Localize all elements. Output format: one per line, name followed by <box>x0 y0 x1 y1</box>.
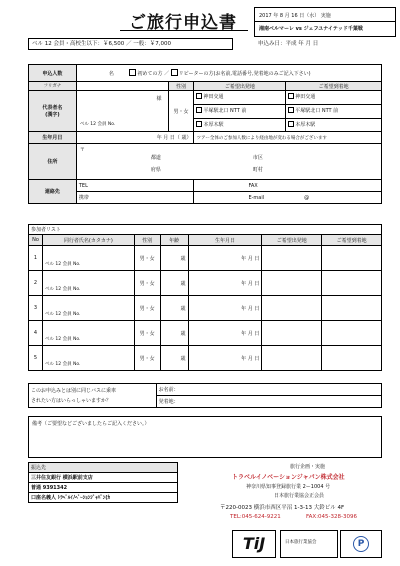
bank-table <box>28 462 178 503</box>
rep-name-input[interactable] <box>76 91 168 132</box>
tour-note: ツアー全体のご参加人数により経由地が変わる場合がございます <box>194 132 382 144</box>
privacy-mark-icon: P <box>353 536 369 552</box>
col-name: 同行者氏名(カタカナ) <box>42 235 134 246</box>
col-age: 年齢 <box>160 235 188 246</box>
col-arrival: ご希望到着地 <box>322 235 382 246</box>
row-name[interactable] <box>42 346 134 371</box>
bus-question-line2: されたい方はいらっしゃいますか？ <box>31 398 112 404</box>
row-arrival[interactable] <box>322 346 382 371</box>
row-bell-no: ベル 12 会員 No. <box>44 337 81 342</box>
sama-label: 様 <box>156 96 162 102</box>
row-age[interactable]: 歳 <box>160 271 188 296</box>
row-bell-no: ベル 12 会員 No. <box>44 312 81 317</box>
company-assoc: 日本旅行業協会正会員 <box>274 493 325 499</box>
address-label: 住所 <box>29 144 77 180</box>
dep-station-3: 本厚木駅 <box>203 122 224 128</box>
dep-station-1: 神田交通 <box>203 94 224 100</box>
dep-station-2: 平塚駅北口 NTT 前 <box>203 108 247 114</box>
col-birth: 生年月日 <box>188 235 262 246</box>
row-no: 3 <box>29 296 43 321</box>
company-tel: TEL:045-624-9221 <box>230 514 281 520</box>
gender-header: 性別 <box>168 82 194 91</box>
arr-checkbox-2[interactable] <box>288 107 294 113</box>
bank-account: 普通 9391342 <box>29 483 178 493</box>
apply-date[interactable]: 申込み日：平成 年 月 日 <box>258 41 319 47</box>
repeater-label: リピーターの方(お名前,電話番号,発着地のみご記入下さい) <box>178 71 311 77</box>
row-age[interactable]: 歳 <box>160 346 188 371</box>
departure-header: ご希望出発地 <box>194 82 286 91</box>
row-no: 4 <box>29 321 43 346</box>
participants-table <box>28 224 382 371</box>
table-row <box>29 296 382 321</box>
fax-label: FAX <box>248 182 258 189</box>
event-name: 湘南ベルマーレ vs ジェフユナイテッド千葉戦 <box>259 26 363 32</box>
page-title: ご旅行申込書 <box>129 13 237 33</box>
address-input[interactable] <box>76 144 381 180</box>
bank-holder: 口座名義人 ﾄﾗﾍﾞﾙｲﾉﾍﾞｰｼｮﾝｼﾞｬﾊﾟﾝ(ｶ <box>29 493 178 503</box>
table-row <box>29 321 382 346</box>
arr-checkbox-1[interactable] <box>288 93 294 99</box>
city-cho: 町村 <box>252 167 263 173</box>
privacy-mark <box>340 530 382 558</box>
at-mark: @ <box>304 194 310 201</box>
row-gender[interactable]: 男・女 <box>134 296 160 321</box>
furigana-label: フリガナ <box>29 82 77 91</box>
row-bell-no: ベル 12 会員 No. <box>44 362 81 367</box>
bank-name: 三井住友銀行 横浜駅前支店 <box>29 473 178 483</box>
row-departure[interactable] <box>262 246 322 271</box>
email-input[interactable] <box>194 192 382 204</box>
fax-input[interactable] <box>194 180 382 192</box>
dep-checkbox-1[interactable] <box>196 93 202 99</box>
row-bell-no: ベル 12 会員 No. <box>44 262 81 267</box>
jata-logo <box>280 530 338 558</box>
arr-station-2: 平塚駅北口 NTT 前 <box>295 108 339 114</box>
row-birth[interactable]: 年 月 日 <box>188 321 262 346</box>
row-gender[interactable]: 男・女 <box>134 271 160 296</box>
tij-logo-text: TiJ <box>242 534 266 553</box>
col-no: No <box>29 235 43 246</box>
row-arrival[interactable] <box>322 321 382 346</box>
row-arrival[interactable] <box>322 246 382 271</box>
mobile-label: 携帯 <box>78 195 89 201</box>
rep-gender[interactable]: 男・女 <box>168 91 194 132</box>
rep-name-label: 代表者名 (漢字) <box>29 91 77 132</box>
first-time-checkbox[interactable] <box>129 69 136 76</box>
row-age[interactable]: 歳 <box>160 321 188 346</box>
arrival-options <box>286 91 382 132</box>
participants-title: 参加者リスト <box>29 225 382 235</box>
row-no: 2 <box>29 271 43 296</box>
row-birth[interactable]: 年 月 日 <box>188 346 262 371</box>
mobile-input[interactable] <box>76 192 194 204</box>
row-gender[interactable]: 男・女 <box>134 346 160 371</box>
row-arrival[interactable] <box>322 271 382 296</box>
dep-checkbox-2[interactable] <box>196 107 202 113</box>
pref-fu: 府県 <box>150 167 161 173</box>
count-unit: 名 <box>108 71 114 77</box>
city-shi: 市区 <box>252 155 263 161</box>
row-departure[interactable] <box>262 271 322 296</box>
birth-input[interactable]: 年 月 日（ 歳） <box>76 132 194 144</box>
row-departure[interactable] <box>262 321 322 346</box>
bus-dep-input[interactable] <box>156 396 381 408</box>
row-name[interactable] <box>42 271 134 296</box>
postal-mark: 〒 <box>79 147 85 153</box>
bell-no-label: ベル 12 会員 No. <box>79 122 116 127</box>
row-birth[interactable]: 年 月 日 <box>188 296 262 321</box>
furigana-input[interactable] <box>76 82 168 91</box>
company-name: トラベルイノベーションジャパン株式会社 <box>232 474 345 481</box>
col-departure: ご希望出発地 <box>262 235 322 246</box>
arr-station-1: 神田交通 <box>295 94 316 100</box>
tij-logo <box>232 530 276 558</box>
company-address: 〒220-0023 横浜市西区平沼 1-3-13 大鈴ビル 4F <box>220 505 345 511</box>
bus-name-label: お名前： <box>158 387 179 393</box>
event-box <box>254 7 396 37</box>
jata-logo-text: 日本旅行業協会 <box>285 540 317 545</box>
event-date: 2017 年 8 月 16 日（水） 実施 <box>259 13 331 19</box>
event-divider <box>255 21 395 22</box>
row-departure[interactable] <box>262 296 322 321</box>
price-line: ベル 12 会員・高校生以下：￥6,500 ／ 一般：￥7,000 <box>28 38 233 50</box>
repeater-checkbox[interactable] <box>171 69 178 76</box>
pref-to: 都道 <box>150 155 161 161</box>
row-departure[interactable] <box>262 346 322 371</box>
bus-name-input[interactable] <box>156 384 381 396</box>
remarks-box[interactable] <box>28 416 382 458</box>
first-time-label: 初めての方 <box>137 71 163 77</box>
bus-question <box>29 384 157 408</box>
row-gender[interactable]: 男・女 <box>134 321 160 346</box>
remarks-label: 備考（ご要望などございましたらご記入ください。） <box>32 421 150 427</box>
row-age[interactable]: 歳 <box>160 296 188 321</box>
bus-dep-label: 発着地： <box>158 399 179 405</box>
departure-options <box>194 91 286 132</box>
row-gender[interactable]: 男・女 <box>134 246 160 271</box>
dep-checkbox-3[interactable] <box>196 121 202 127</box>
tel-input[interactable] <box>76 180 194 192</box>
company-fax: FAX:045-328-3096 <box>306 514 358 520</box>
row-arrival[interactable] <box>322 296 382 321</box>
email-label: E-mail <box>248 194 265 201</box>
table-row <box>29 271 382 296</box>
company-license: 神奈川県知事登録旅行業 2ー1004 号 <box>246 484 331 490</box>
title-underline <box>120 30 248 31</box>
company-role: 旅行企画・実施 <box>290 464 326 470</box>
row-name[interactable] <box>42 321 134 346</box>
arrival-header: ご希望到着地 <box>286 82 382 91</box>
tel-label: TEL <box>78 182 88 189</box>
row-bell-no: ベル 12 会員 No. <box>44 287 81 292</box>
table-row <box>29 246 382 271</box>
count-label: 申込人数 <box>29 65 77 82</box>
row-no: 1 <box>29 246 43 271</box>
birth-label: 生年月日 <box>29 132 77 144</box>
contact-label: 連絡先 <box>29 180 77 204</box>
table-row <box>29 346 382 371</box>
bus-question-line1: このお申込みとは別に同じバスに乗車 <box>31 388 117 394</box>
applicant-table <box>28 64 382 204</box>
row-age[interactable]: 歳 <box>160 246 188 271</box>
row-birth[interactable]: 年 月 日 <box>188 246 262 271</box>
arr-station-3: 本厚木駅 <box>295 122 316 128</box>
bank-header: 振込先 <box>29 463 178 473</box>
row-name[interactable] <box>42 296 134 321</box>
bus-table <box>28 383 382 408</box>
count-row: 名 初めての方 ／ リピーターの方(お名前,電話番号,発着地のみご記入下さい) <box>76 65 381 82</box>
row-name[interactable] <box>42 246 134 271</box>
col-gender: 性別 <box>134 235 160 246</box>
row-birth[interactable]: 年 月 日 <box>188 271 262 296</box>
row-no: 5 <box>29 346 43 371</box>
arr-checkbox-3[interactable] <box>288 121 294 127</box>
